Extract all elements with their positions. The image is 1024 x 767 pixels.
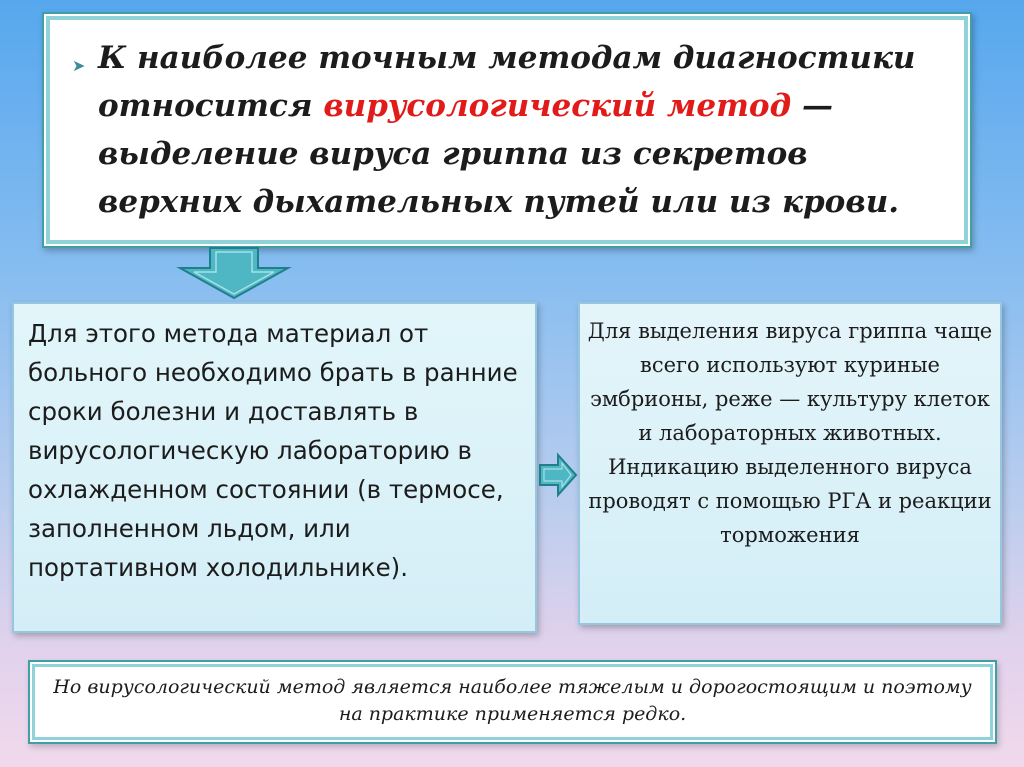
- right-arrow-icon: [537, 452, 579, 498]
- statement-text-before: К наиболее точным методам диагностики относится: [98, 40, 916, 124]
- conclusion-text: Но вирусологический метод является наиболее тяжелым и дорогостоящим и поэтому на практике применяется редко.: [53, 676, 972, 725]
- conclusion-box: [28, 660, 997, 744]
- main-statement-box: [42, 12, 972, 248]
- material-collection-box: [12, 302, 537, 633]
- main-statement-text: [98, 34, 948, 226]
- material-collection-text: Для этого метода материал от больного необходимо брать в ранние сроки болезни и доставлять в вирусологическую лабораторию в охлажденном состоянии (в термосе, заполненном льдом, или портативном холодильнике).: [28, 319, 518, 582]
- virus-isolation-text: Для выделения вируса гриппа чаще всего используют куриные эмбрионы, реже — культуру клеток и лабораторных животных. Индикацию выделенного вируса проводят с помощью РГА и реакции торможения: [587, 319, 993, 547]
- arrow-bullet-icon: ➤: [72, 56, 86, 75]
- statement-text-after: — выделение вируса гриппа из секретов верхних дыхательных путей или из крови.: [98, 88, 900, 220]
- virology-method-highlight: вирусологический метод: [323, 88, 792, 124]
- down-arrow-icon: [176, 246, 292, 300]
- virus-isolation-box: [578, 302, 1002, 625]
